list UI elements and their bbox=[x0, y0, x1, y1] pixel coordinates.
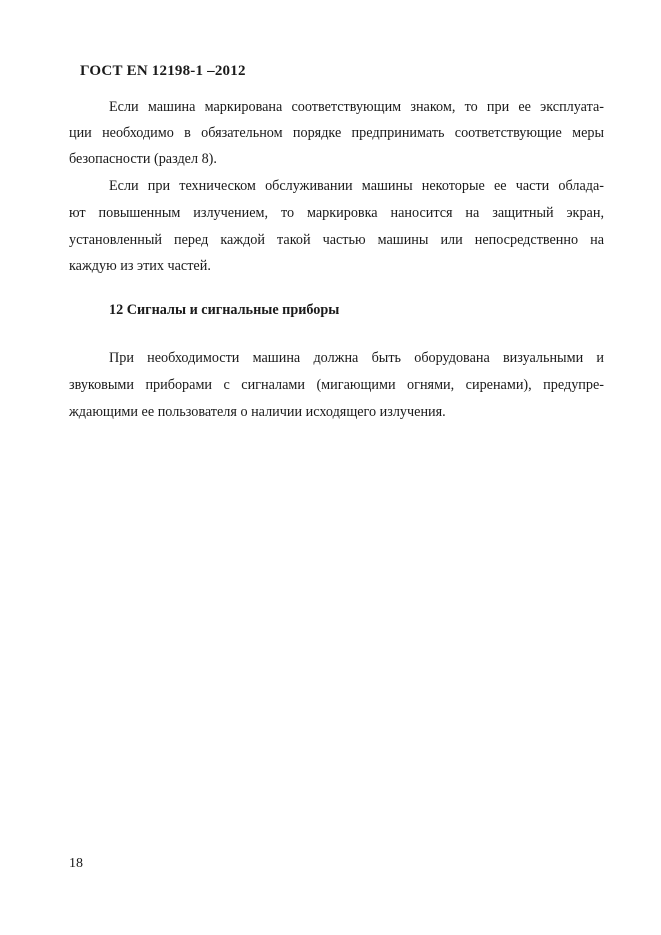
section-12-line-2: звуковыми приборами с сигналами (мигающими огнями, сиренами), предупре- bbox=[69, 377, 604, 393]
section-12-title: 12 Сигналы и сигнальные приборы bbox=[109, 302, 340, 318]
document-code-header: ГОСТ EN 12198-1 –2012 bbox=[80, 63, 246, 79]
paragraph-2-line-2: ют повышенным излучением, то маркировка наносится на защитный экран, bbox=[69, 205, 604, 221]
section-12-line-1: При необходимости машина должна быть оборудована визуальными и bbox=[109, 350, 604, 366]
paragraph-1-line-2: ции необходимо в обязательном порядке предпринимать соответствующие меры bbox=[69, 125, 604, 141]
paragraph-2-line-3: установленный перед каждой такой частью машины или непосредственно на bbox=[69, 232, 604, 248]
paragraph-1-line-1: Если машина маркирована соответствующим знаком, то при ее эксплуата- bbox=[109, 99, 604, 115]
paragraph-2-line-1: Если при техническом обслуживании машины некоторые ее части облада- bbox=[109, 178, 604, 194]
page-number: 18 bbox=[69, 856, 83, 871]
section-12-line-3: ждающими ее пользователя о наличии исходящего излучения. bbox=[69, 404, 446, 420]
paragraph-1-line-3: безопасности (раздел 8). bbox=[69, 151, 217, 167]
paragraph-2-line-4: каждую из этих частей. bbox=[69, 258, 211, 274]
